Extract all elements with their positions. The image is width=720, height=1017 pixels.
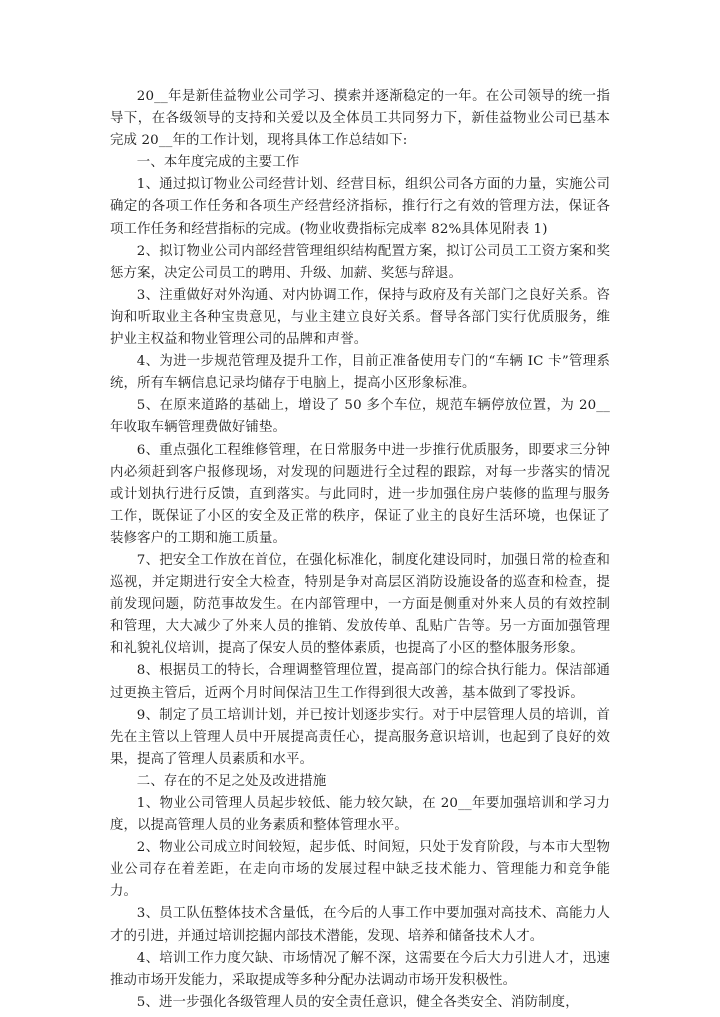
shortcoming-item-3: 3、员工队伍整体技术含量低，在今后的人事工作中要加强对高技术、高能力人才的引进，并通过培训挖掘内部技术潜能，发现、培养和储备技术人才。 <box>110 906 610 944</box>
work-item-4: 4、为进一步规范管理及提升工作，目前正准备使用专门的“车辆 IC 卡”管理系统，所有车辆信息记录均储存于电脑上，提高小区形象标准。 <box>110 354 610 392</box>
work-item-9: 9、制定了员工培训计划，并已按计划逐步实行。对于中层管理人员的培训，首先在主管以上管理人员中开展提高责任心，提高服务意识培训，也起到了良好的效果，提高了管理人员素质和水平。 <box>110 707 610 767</box>
work-item-8: 8、根据员工的特长，合理调整管理位置，提高部门的综合执行能力。保洁部通过更换主管后，近两个月时间保洁卫生工作得到很大改善，基本做到了零投诉。 <box>110 663 610 701</box>
work-item-7: 7、把安全工作放在首位，在强化标准化，制度化建设同时，加强日常的检查和巡视，并定期进行安全大检查，特别是争对高层区消防设施设备的巡查和检查，提前发现问题，防范事故发生。在内部管理中，一方面是侧重对外来人员的有效控制和管理，大大减少了外来人员的推销、发放传单、乱贴广告等。另一方面加强管理和礼貌礼仪培训，提高了保安人员的整体素质，也提高了小区的整体服务形象。 <box>110 552 610 657</box>
shortcoming-item-4: 4、培训工作力度欠缺、市场情况了解不深，这需要在今后大力引进人才，迅速推动市场开发能力，采取提成等多种分配办法调动市场开发积极性。 <box>110 950 610 988</box>
work-item-1: 1、通过拟订物业公司经营计划、经营目标，组织公司各方面的力量，实施公司确定的各项工作任务和各项生产经营经济指标，推行行之有效的管理方法，保证各项工作任务和经营指标的完成。(物业收费指标完成率 82%具体见附表 1) <box>110 177 610 237</box>
work-item-5: 5、在原来道路的基础上，增设了 50 多个车位，规范车辆停放位置，为 20__年收取车辆管理费做好铺垫。 <box>110 398 610 436</box>
shortcoming-item-2: 2、物业公司成立时间较短，起步低、时间短，只处于发育阶段，与本市大型物业公司存在着差距，在走向市场的发展过程中缺乏技术能力、管理能力和竞争能力。 <box>110 840 610 900</box>
intro-paragraph: 20__年是新佳益物业公司学习、摸索并逐渐稳定的一年。在公司领导的统一指导下，在各级领导的支持和关爱以及全体员工共同努力下，新佳益物业公司已基本完成 20__年的工作计划，现将具体工作总结如下: <box>110 89 610 149</box>
document-body <box>110 86 610 1014</box>
work-item-3: 3、注重做好对外沟通、对内协调工作，保持与政府及有关部门之良好关系。咨询和听取业主各种宝贵意见，与业主建立良好关系。督导各部门实行优质服务，维护业主权益和物业管理公司的品牌和声誉。 <box>110 287 610 348</box>
work-item-2: 2、拟订物业公司内部经营管理组织结构配置方案，拟订公司员工工资方案和奖惩方案，决定公司员工的聘用、升级、加薪、奖惩与辞退。 <box>110 243 610 281</box>
section-heading-completed-work: 一、本年度完成的主要工作 <box>136 155 300 171</box>
work-item-6: 6、重点强化工程维修管理，在日常服务中进一步推行优质服务，即要求三分钟内必须赶到客户报修现场，对发现的问题进行全过程的跟踪，对每一步落实的情况或计划执行进行反馈，直到落实。与此同时，进一步加强住房户装修的监理与服务工作，既保证了小区的安全及正常的秩序，保证了业主的良好生活环境，也保证了装修客户的工期和施工质量。 <box>110 442 610 546</box>
shortcoming-item-5: 5、进一步强化各级管理人员的安全责任意识，健全各类安全、消防制度， <box>136 994 579 1010</box>
shortcoming-item-1: 1、物业公司管理人员起步较低、能力较欠缺，在 20__年要加强培训和学习力度，以提高管理人员的业务素质和整体管理水平。 <box>110 796 610 834</box>
section-heading-shortcomings: 二、存在的不足之处及改进措施 <box>136 773 327 789</box>
